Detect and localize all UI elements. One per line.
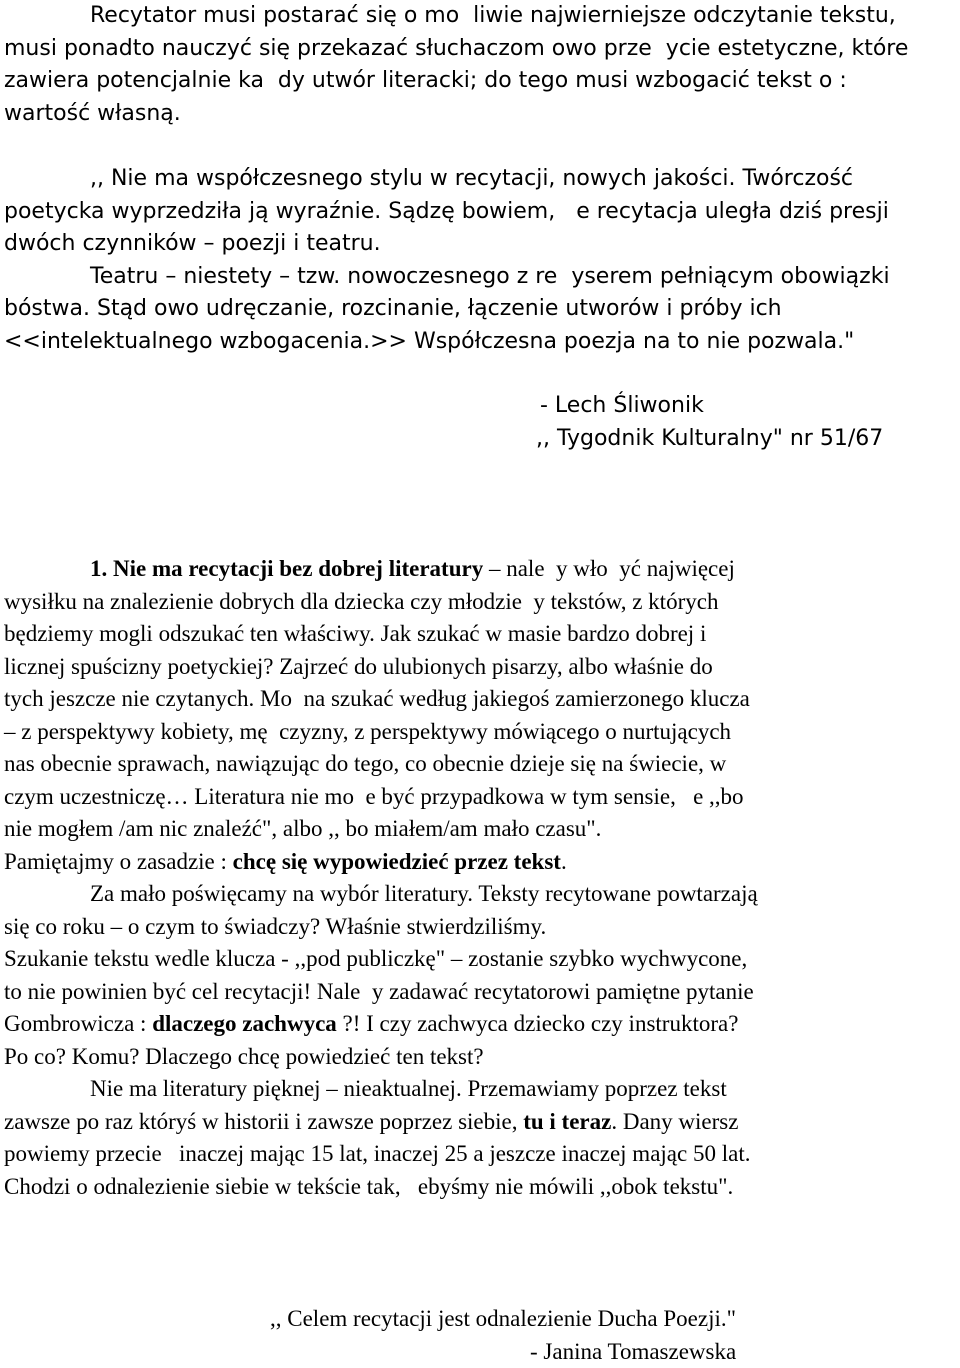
body-line: Chodzi o odnalezienie siebie w tekście tak, ebyśmy nie mówili ,,obok tekstu". [4,1171,956,1204]
intro-paragraph [4,0,956,130]
body-line: wysiłku na znalezienie dobrych dla dziecka czy młodzie y tekstów, z których [4,586,956,619]
quote-source: ,, Tygodnik Kulturalny" nr 51/67 [536,423,956,456]
quote-line: bóstwa. Stąd owo udręczanie, rozcinanie, łączenie utworów i próby ich [4,293,956,326]
sliwonik-quote [4,163,956,358]
principle-bold: chcę się wypowiedzieć przez tekst [233,849,561,874]
quote-attribution [536,390,956,455]
main-body [4,553,956,1203]
body-line: tych jeszcze nie czytanych. Mo na szukać według jakiegoś zamierzonego klucza [4,683,956,716]
intro-line: zawiera potencjalnie ka dy utwór literacki; do tego musi wzbogacić tekst o : [4,65,956,98]
intro-line: Recytator musi postarać się o mo liwie najwierniejsze odczytanie tekstu, [4,0,956,33]
quote-line: Teatru – niestety – tzw. nowoczesnego z re yserem pełniącym obowiązki [4,261,956,294]
quote-line: ,, Nie ma współczesnego stylu w recytacji, nowych jakości. Twórczość [4,163,956,196]
body-line: Nie ma literatury pięknej – nieaktualnej. Przemawiamy poprzez tekst [4,1073,956,1106]
body-line: czym uczestniczę… Literatura nie mo e być przypadkowa w tym sensie, e ,,bo [4,781,956,814]
intro-line: musi ponadto nauczyć się przekazać słuchaczom owo prze ycie estetyczne, które [4,33,956,66]
question-bold: dlaczego zachwyca [152,1011,337,1036]
body-line: Gombrowicza : dlaczego zachwyca ?! I czy zachwyca dziecko czy instruktora? [4,1008,956,1041]
body-line: będziemy mogli odszukać ten właściwy. Jak szukać w masie bardzo dobrej i [4,618,956,651]
intro-line: wartość własną. [4,98,956,131]
body-line: licznej spuścizny poetyckiej? Zajrzeć do ulubionych pisarzy, albo właśnie do [4,651,956,684]
quote-line: dwóch czynników – poezji i teatru. [4,228,956,261]
quote-line: <<intelektualnego wzbogacenia.>> Współczesna poezja na to nie pozwala." [4,326,956,359]
heading-bold: 1. Nie ma recytacji bez dobrej literatury [90,556,483,581]
body-line: Pamiętajmy o zasadzie : chcę się wypowiedzieć przez tekst. [4,846,956,879]
body-line: to nie powinien być cel recytacji! Nale y zadawać recytatorowi pamiętne pytanie [4,976,956,1009]
body-line: się co roku – o czym to świadczy? Właśnie stwierdziliśmy. [4,911,956,944]
closing-author: - Janina Tomaszewska [270,1336,950,1368]
here-now-bold: tu i teraz [523,1109,611,1134]
quote-author: - Lech Śliwonik [536,390,956,423]
body-line: Za mało poświęcamy na wybór literatury. Teksty recytowane powtarzają [4,878,956,911]
body-line: 1. Nie ma recytacji bez dobrej literatury – nale y wło yć najwięcej [4,553,956,586]
body-line: Po co? Komu? Dlaczego chcę powiedzieć ten tekst? [4,1041,956,1074]
body-line: nie mogłem /am nic znaleźć", albo ,, bo miałem/am mało czasu". [4,813,956,846]
closing-quote-text: ,, Celem recytacji jest odnalezienie Ducha Poezji." [270,1303,950,1336]
body-line: Szukanie tekstu wedle klucza - ,,pod publiczkę" – zostanie szybko wychwycone, [4,943,956,976]
body-line: – z perspektywy kobiety, mę czyzny, z perspektywy mówiącego o nurtujących [4,716,956,749]
body-line: zawsze po raz któryś w historii i zawsze poprzez siebie, tu i teraz. Dany wiersz [4,1106,956,1139]
quote-line: poetycka wyprzedziła ją wyraźnie. Sądzę bowiem, e recytacja uległa dziś presji [4,196,956,229]
body-line: nas obecnie sprawach, nawiązując do tego, co obecnie dzieje się na świecie, w [4,748,956,781]
body-line: powiemy przecie inaczej mając 15 lat, inaczej 25 a jeszcze inaczej mając 50 lat. [4,1138,956,1171]
closing-quote [270,1303,950,1368]
